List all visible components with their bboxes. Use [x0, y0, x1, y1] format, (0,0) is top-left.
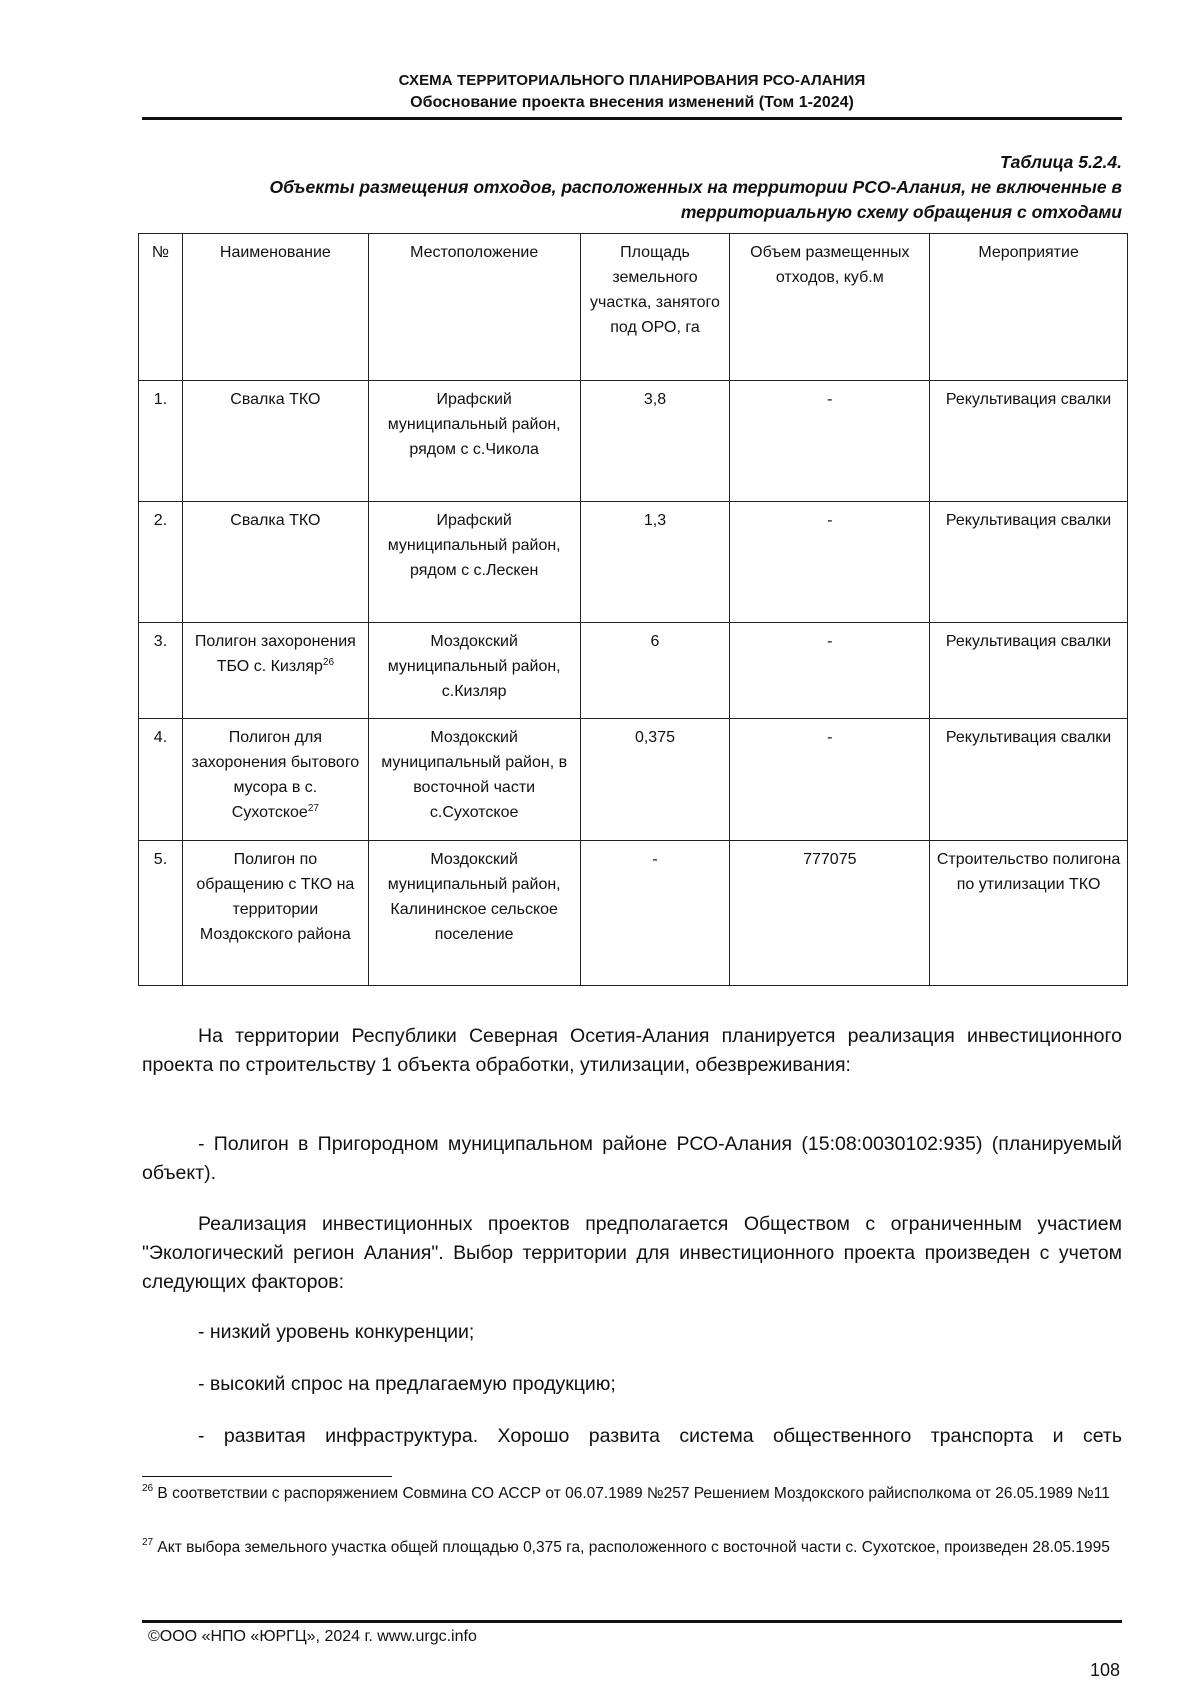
bullet-item: - развитая инфраструктура. Хорошо развита система общественного транспорта и сеть: [198, 1425, 1122, 1447]
cell-num: 1.: [139, 381, 183, 502]
cell-area: 0,375: [580, 719, 730, 841]
cell-name: [182, 623, 368, 719]
cell-location: Моздокский муниципальный район, с.Кизляр: [368, 623, 580, 719]
cell-location: Ирафский муниципальный район, рядом с с.Чикола: [368, 381, 580, 502]
page-header: [142, 70, 1122, 114]
cell-volume: -: [730, 719, 930, 841]
cell-name-text: Полигон для захоронения бытового мусора в с. Сухотское: [191, 729, 360, 821]
table-row: [139, 502, 1128, 623]
footnote-27: [142, 1536, 1122, 1559]
table-number: Таблица 5.2.4.: [999, 152, 1122, 172]
cell-num: 3.: [139, 623, 183, 719]
cell-volume: -: [730, 623, 930, 719]
cell-name: [182, 841, 368, 986]
cell-name: [182, 502, 368, 623]
cell-num: 4.: [139, 719, 183, 841]
cell-measure: Рекультивация свалки: [930, 381, 1128, 502]
table-header-row: [139, 234, 1128, 381]
cell-volume: 777075: [730, 841, 930, 986]
cell-measure: Рекультивация свалки: [930, 719, 1128, 841]
cell-volume: -: [730, 502, 930, 623]
table-row: [139, 719, 1128, 841]
table-title-line2: территориальную схему обращения с отходами: [680, 202, 1122, 222]
header-name: Наименование: [182, 234, 368, 381]
footnote-text: В соответствии с распоряжением Совмина СО АССР от 06.07.1989 №257 Решением Моздокского райисполкома от 26.05.1989 №11: [153, 1485, 1110, 1502]
page-number: 108: [1089, 1660, 1120, 1680]
body-paragraph-2: - Полигон в Пригородном муниципальном районе РСО-Алания (15:08:0030102:935) (планируемый объект).: [142, 1133, 1122, 1184]
bullet-item: - высокий спрос на предлагаемую продукцию;: [198, 1373, 616, 1395]
table-row: [139, 381, 1128, 502]
header-num: №: [139, 234, 183, 381]
cell-name: [182, 381, 368, 502]
body-paragraph-3: Реализация инвестиционных проектов предполагается Обществом с ограниченным участием "Экологический регион Алания". Выбор территории для инвестиционного проекта произведен с учетом следующих факторов:: [142, 1213, 1122, 1293]
cell-name-text: Полигон по обращению с ТКО на территории Моздокского района: [196, 851, 355, 943]
waste-objects-table: [138, 233, 1128, 986]
footer-divider: [142, 1620, 1122, 1623]
cell-name-text: Свалка ТКО: [230, 391, 321, 408]
header-volume: Объем размещенных отходов, куб.м: [730, 234, 930, 381]
footnote-26: [142, 1482, 1122, 1505]
footnote-ref[interactable]: 27: [307, 803, 319, 814]
cell-area: -: [580, 841, 730, 986]
cell-measure: Рекультивация свалки: [930, 623, 1128, 719]
cell-measure: Строительство полигона по утилизации ТКО: [930, 841, 1128, 986]
table-caption: [142, 150, 1122, 225]
table-row: [139, 623, 1128, 719]
cell-location: Ирафский муниципальный район, рядом с с.Лескен: [368, 502, 580, 623]
cell-name: [182, 719, 368, 841]
footnote-mark: 26: [142, 1483, 154, 1494]
table-title-line1: Объекты размещения отходов, расположенных на территории РСО-Алания, не включенные в: [269, 177, 1122, 197]
footnote-ref[interactable]: 26: [322, 657, 335, 668]
cell-measure: Рекультивация свалки: [930, 502, 1128, 623]
header-area: Площадь земельного участка, занятого под ОРО, га: [580, 234, 730, 381]
cell-area: 6: [580, 623, 730, 719]
cell-name-text: Свалка ТКО: [230, 512, 321, 529]
footer-copyright: ©ООО «НПО «ЮРГЦ», 2024 г. www.urgc.info: [148, 1628, 477, 1645]
cell-location: Моздокский муниципальный район, Калининское сельское поселение: [368, 841, 580, 986]
footnote-text: Акт выбора земельного участка общей площадью 0,375 га, расположенного с восточной части с. Сухотское, произведен 28.05.1995: [153, 1539, 1110, 1556]
cell-num: 2.: [139, 502, 183, 623]
header-divider: [142, 117, 1122, 120]
header-title: СХЕМА ТЕРРИТОРИАЛЬНОГО ПЛАНИРОВАНИЯ РСО-АЛАНИЯ: [398, 72, 866, 89]
table-row: [139, 841, 1128, 986]
cell-location: Моздокский муниципальный район, в восточной части с.Сухотское: [368, 719, 580, 841]
body-paragraph-1: На территории Республики Северная Осетия-Алания планируется реализация инвестиционного проекта по строительству 1 объекта обработки, утилизации, обезвреживания:: [142, 1025, 1122, 1076]
cell-name-text: Полигон захоронения ТБО с. Кизляр: [194, 633, 356, 675]
cell-num: 5.: [139, 841, 183, 986]
cell-volume: -: [730, 381, 930, 502]
header-measure: Мероприятие: [930, 234, 1128, 381]
footnote-mark: 27: [142, 1537, 154, 1548]
cell-area: 3,8: [580, 381, 730, 502]
cell-area: 1,3: [580, 502, 730, 623]
footnote-divider: [142, 1476, 392, 1477]
header-subtitle: Обоснование проекта внесения изменений (Том 1-2024): [410, 94, 854, 111]
header-location: Местоположение: [368, 234, 580, 381]
bullet-item: - низкий уровень конкуренции;: [198, 1321, 475, 1343]
